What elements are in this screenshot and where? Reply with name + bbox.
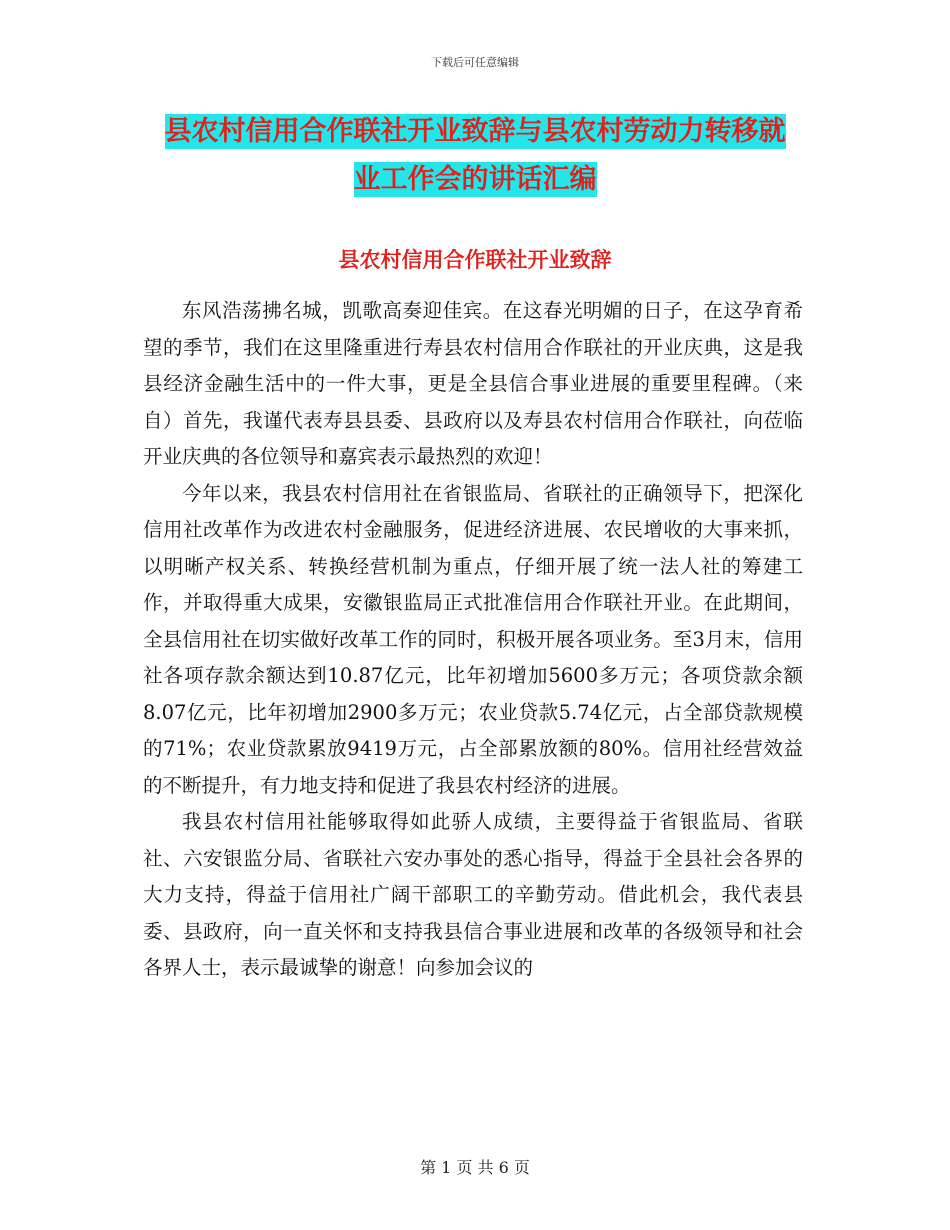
document-title-line-1: 县农村信用合作联社开业致辞与县农村劳动力转移就: [164, 116, 786, 147]
page-number-footer: 第 1 页 共 6 页: [420, 1158, 530, 1177]
page-header-note: 下载后可任意编辑: [431, 56, 519, 69]
document-body: [143, 293, 803, 987]
document-title-line-2: 业工作会的讲话汇编: [353, 164, 597, 195]
paragraph: 我县农村信用社能够取得如此骄人成绩，主要得益于省银监局、省联社、六安银监分局、省联社六安办事处的悉心指导，得益于全县社会各界的大力支持，得益于信用社广阔干部职工的辛勤劳动。借此机会，我代表县委、县政府，向一直关怀和支持我县信合事业进展和改革的各级领导和社会各界人士，表示最诚挚的谢意！向参加会议的: [143, 810, 803, 979]
paragraph: 今年以来，我县农村信用社在省银监局、省联社的正确领导下，把深化信用社改革作为改进农村金融服务，促进经济进展、农民增收的大事来抓，以明晰产权关系、转换经营机制为重点，仔细开展了统一法人社的筹建工作，并取得重大成果，安徽银监局正式批准信用合作联社开业。在此期间，全县信用社在切实做好改革工作的同时，积极开展各项业务。至3月末，信用社各项存款余额达到10.87亿元，比年初增加5600多万元；各项贷款余额8.07亿元，比年初增加2900多万元；农业贷款5.74亿元，占全部贷款规模的71%；农业贷款累放9419万元，占全部累放额的80%。信用社经营效益的不断提升，有力地支持和促进了我县农村经济的进展。: [143, 481, 803, 797]
section-title: 县农村信用合作联社开业致辞: [338, 248, 612, 272]
paragraph: 东风浩荡拂名城，凯歌高奏迎佳宾。在这春光明媚的日子，在这孕育希望的季节，我们在这里隆重进行寿县农村信用合作联社的开业庆典，这是我县经济金融生活中的一件大事，更是全县信合事业进展的重要里程碑。（来自）首先，我谨代表寿县县委、县政府以及寿县农村信用合作联社，向莅临开业庆典的各位领导和嘉宾表示最热烈的欢迎！: [143, 299, 803, 468]
document-title: [140, 108, 810, 204]
